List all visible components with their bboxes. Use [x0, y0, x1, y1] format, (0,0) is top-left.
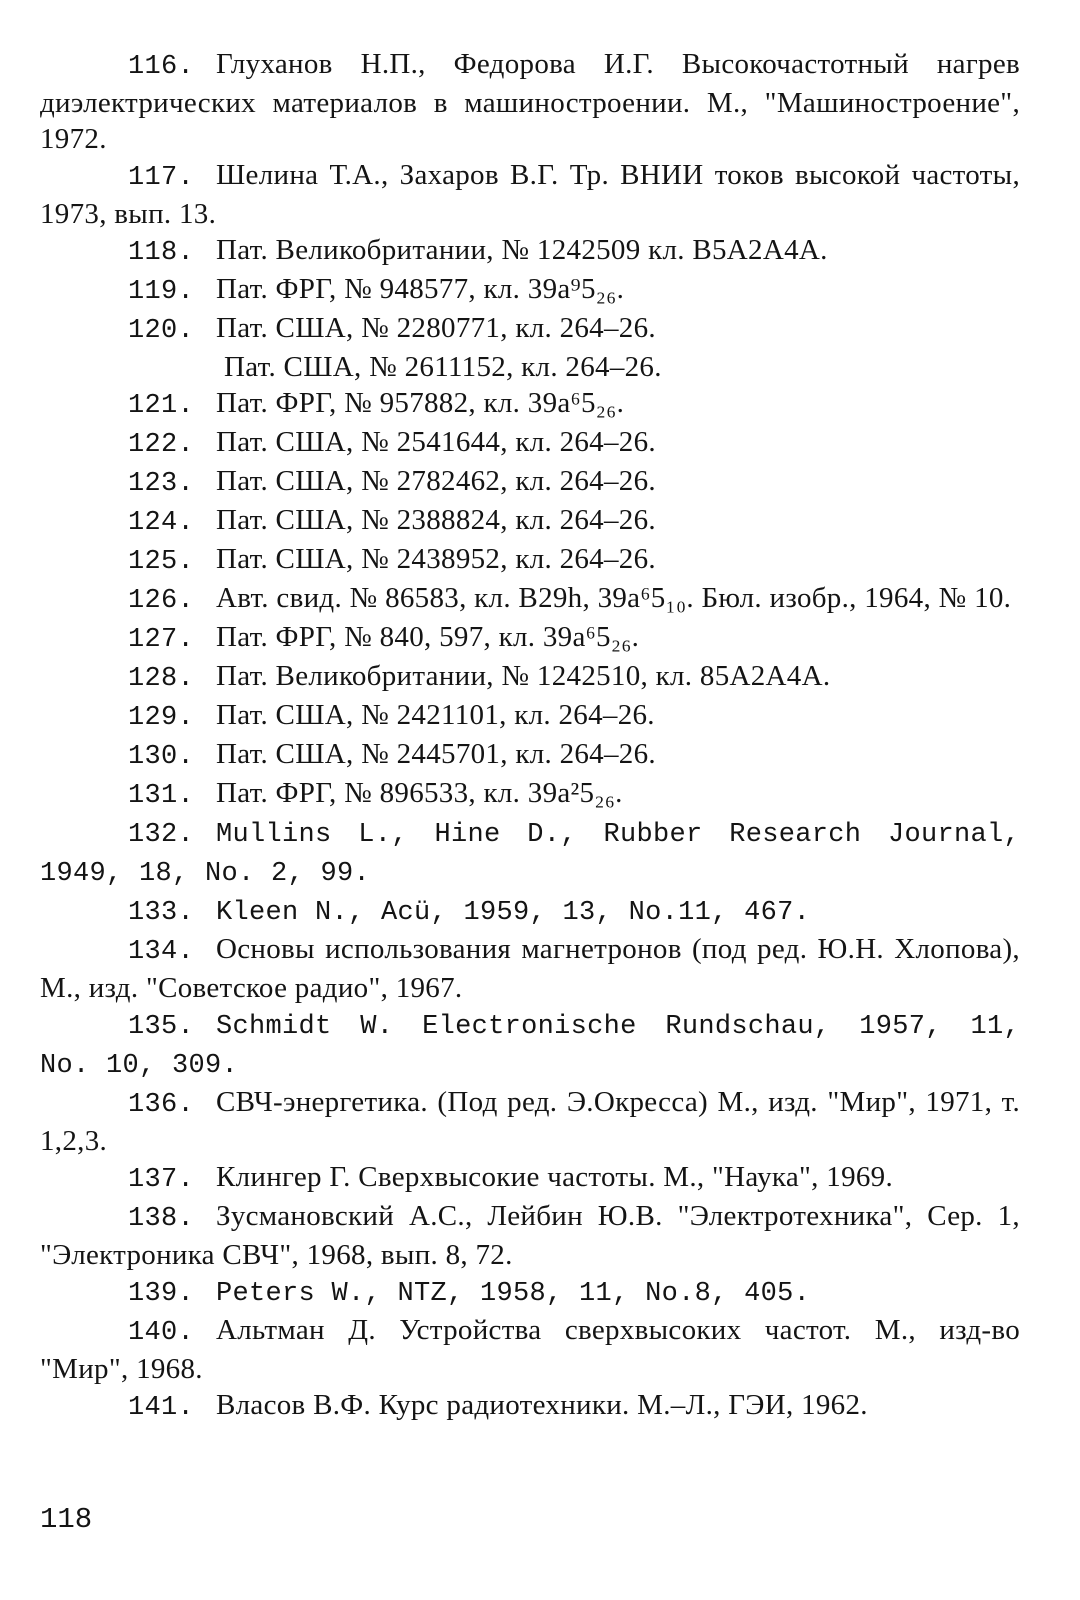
reference-item — [40, 46, 1020, 157]
reference-text: Пат. США, № 2388824, кл. 264–26. — [216, 504, 656, 536]
reference-number: 136. — [128, 1090, 195, 1120]
reference-text: Kleen N., Acü, 1959, 13, No.11, 467. — [216, 898, 811, 928]
reference-number: 129. — [128, 703, 195, 733]
reference-item — [40, 1198, 1020, 1273]
reference-number: 135. — [128, 1012, 195, 1042]
reference-item-continuation — [40, 349, 1020, 385]
reference-item — [40, 424, 1020, 463]
reference-number: 116. — [128, 52, 195, 82]
reference-item — [40, 385, 1020, 424]
reference-item — [40, 1006, 1020, 1084]
reference-text: Власов В.Ф. Курс радиотехники. М.–Л., ГЭИ, 1962. — [216, 1389, 868, 1421]
reference-number: 125. — [128, 547, 195, 577]
reference-item — [40, 619, 1020, 658]
reference-item — [40, 502, 1020, 541]
reference-item — [40, 1159, 1020, 1198]
reference-number: 138. — [128, 1204, 195, 1234]
reference-text: Клингер Г. Сверхвысокие частоты. М., "Наука", 1969. — [216, 1161, 894, 1193]
reference-number: 131. — [128, 781, 195, 811]
reference-text: Пат. США, № 2280771, кл. 264–26. — [216, 312, 656, 344]
reference-item — [40, 775, 1020, 814]
reference-number: 127. — [128, 625, 195, 655]
reference-item — [40, 931, 1020, 1006]
reference-item — [40, 541, 1020, 580]
reference-item — [40, 814, 1020, 892]
reference-number: 117. — [128, 163, 195, 193]
reference-text: Пат. ФРГ, № 896533, кл. 39а²5₂₆. — [216, 777, 623, 809]
reference-text: Пат. США, № 2438952, кл. 264–26. — [216, 543, 656, 575]
reference-number: 133. — [128, 898, 195, 928]
reference-text: Альтман Д. Устройства сверхвысоких частот. М., изд-во "Мир", 1968. — [40, 1314, 1020, 1385]
reference-item — [40, 658, 1020, 697]
reference-text: Зусмановский А.С., Лейбин Ю.В. "Электротехника", Сер. 1, "Электроника СВЧ", 1968, вып. 8, 72. — [40, 1200, 1020, 1271]
reference-text: Авт. свид. № 86583, кл. В29h, 39а⁶5₁₀. Бюл. изобр., 1964, № 10. — [216, 582, 1012, 614]
reference-number: 120. — [128, 316, 195, 346]
reference-text: Peters W., NTZ, 1958, 11, No.8, 405. — [216, 1279, 811, 1309]
page-number: 118 — [40, 1503, 93, 1536]
reference-text: Пат. США, № 2611152, кл. 264–26. — [224, 351, 662, 383]
reference-number: 139. — [128, 1279, 195, 1309]
reference-number: 140. — [128, 1318, 195, 1348]
reference-number: 132. — [128, 820, 195, 850]
reference-text: Schmidt W. Electronische Rundschau, 1957, 11, No. 10, 309. — [40, 1012, 1020, 1081]
reference-text: Пат. ФРГ, № 948577, кл. 39а⁹5₂₆. — [216, 273, 625, 305]
reference-item — [40, 310, 1020, 349]
reference-number: 137. — [128, 1165, 195, 1195]
reference-text: Пат. США, № 2421101, кл. 264–26. — [216, 699, 655, 731]
reference-number: 123. — [128, 469, 195, 499]
reference-item — [40, 736, 1020, 775]
reference-number: 128. — [128, 664, 195, 694]
reference-text: Пат. США, № 2541644, кл. 264–26. — [216, 426, 656, 458]
reference-item — [40, 1084, 1020, 1159]
reference-text: Пат. США, № 2445701, кл. 264–26. — [216, 738, 656, 770]
reference-item — [40, 697, 1020, 736]
reference-number: 119. — [128, 277, 195, 307]
reference-item — [40, 157, 1020, 232]
reference-number: 122. — [128, 430, 195, 460]
reference-text: Пат. ФРГ, № 840, 597, кл. 39а⁶5₂₆. — [216, 621, 640, 653]
reference-item — [40, 580, 1020, 619]
reference-text: Пат. США, № 2782462, кл. 264–26. — [216, 465, 656, 497]
reference-number: 126. — [128, 586, 195, 616]
reference-number: 124. — [128, 508, 195, 538]
reference-text: Mullins L., Hine D., Rubber Research Journal, 1949, 18, No. 2, 99. — [40, 820, 1020, 889]
reference-item — [40, 1273, 1020, 1312]
reference-number: 134. — [128, 937, 195, 967]
reference-item — [40, 1387, 1020, 1426]
reference-item — [40, 892, 1020, 931]
reference-text: Пат. ФРГ, № 957882, кл. 39а⁶5₂₆. — [216, 387, 625, 419]
reference-number: 130. — [128, 742, 195, 772]
reference-number: 141. — [128, 1393, 195, 1423]
reference-text: СВЧ-энергетика. (Под ред. Э.Окресса) М., изд. "Мир", 1971, т. 1,2,3. — [40, 1086, 1020, 1157]
reference-list — [40, 46, 1020, 1426]
reference-text: Глуханов Н.П., Федорова И.Г. Высокочастотный нагрев диэлектрических материалов в машиностроении. М., "Машиностроение", 1972. — [40, 48, 1020, 155]
reference-text: Шелина Т.А., Захаров В.Г. Тр. ВНИИ токов высокой частоты, 1973, вып. 13. — [40, 159, 1020, 230]
reference-text: Пат. Великобритании, № 1242509 кл. В5А2А4А. — [216, 234, 828, 266]
reference-number: 118. — [128, 238, 195, 268]
reference-item — [40, 271, 1020, 310]
reference-text: Основы использования магнетронов (под ред. Ю.Н. Хлопова), М., изд. "Советское радио", 1967. — [40, 933, 1020, 1004]
reference-item — [40, 463, 1020, 502]
reference-item — [40, 1312, 1020, 1387]
reference-number: 121. — [128, 391, 195, 421]
reference-item — [40, 232, 1020, 271]
reference-text: Пат. Великобритании, № 1242510, кл. 85А2А4А. — [216, 660, 831, 692]
